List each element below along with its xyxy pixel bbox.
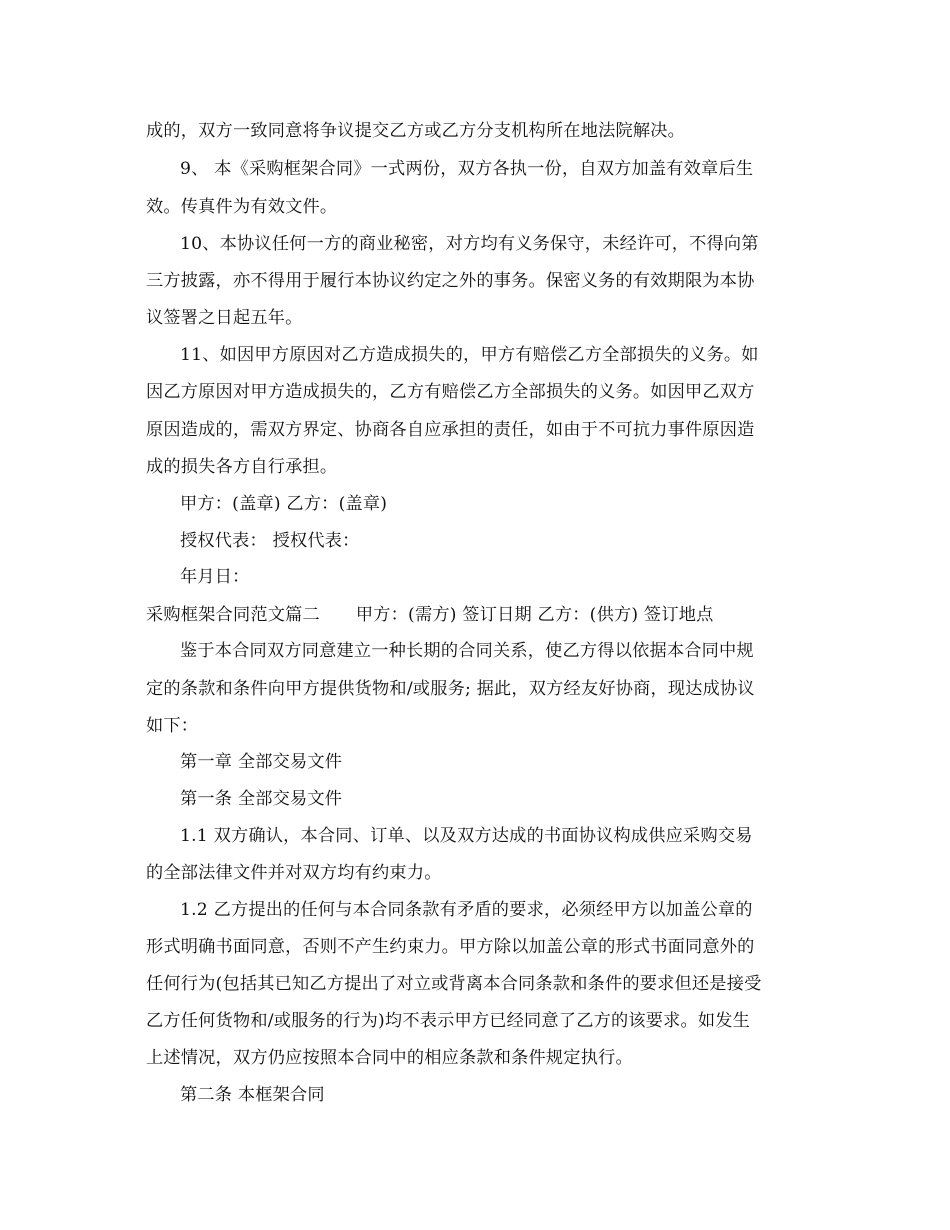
clause-10-line: 10、本协议任何一方的商业秘密，对方均有义务保守，未经许可，不得向第 <box>180 234 759 254</box>
clause-10-line: 三方披露，亦不得用于履行本协议约定之外的事务。保密义务的有效期限为本协 <box>146 271 755 291</box>
preamble-line: 鉴于本合同双方同意建立一种长期的合同关系，使乙方得以依据本合同中规 <box>180 641 754 661</box>
signature-date: 年月日： <box>180 567 250 587</box>
clause-11-line: 成的损失各方自行承担。 <box>146 457 338 477</box>
clause-11-line: 原因造成的，需双方界定、协商各自应承担的责任，如由于不可抗力事件原因造 <box>146 420 755 440</box>
clause-10-line: 议签署之日起五年。 <box>146 308 303 328</box>
clause-1-2-line: 上述情况，双方仍应按照本合同中的相应条款和条件规定执行。 <box>146 1048 633 1068</box>
section-two-parties: 甲方：(需方) 签订日期 乙方：(供方) 签订地点 <box>355 605 714 625</box>
section-two-title: 采购框架合同范文篇二 <box>146 605 320 625</box>
article-2-heading: 第二条 本框架合同 <box>180 1085 325 1105</box>
section-two-header <box>146 603 826 627</box>
chapter-1-heading: 第一章 全部交易文件 <box>180 752 343 772</box>
clause-1-1-line: 的全部法律文件并对双方均有约束力。 <box>146 863 442 883</box>
preamble-line: 定的条款和条件向甲方提供货物和/或服务; 据此，双方经友好协商，现达成协议 <box>146 679 755 699</box>
clause-1-2-line: 任何行为(包括其已知乙方提出了对立或背离本合同条款和条件的要求但还是接受 <box>146 974 762 994</box>
clause-9-line: 效。传真件为有效文件。 <box>146 197 338 217</box>
preamble-line: 如下： <box>146 716 199 736</box>
signature-seals: 甲方：(盖章) 乙方：(盖章) <box>180 494 388 514</box>
clause-1-2-line: 1.2 乙方提出的任何与本合同条款有矛盾的要求，必须经甲方以加盖公章的 <box>180 900 753 920</box>
signature-representatives: 授权代表： 授权代表： <box>180 531 360 551</box>
clause-11-line: 11、如因甲方原因对乙方造成损失的，甲方有赔偿乙方全部损失的义务。如 <box>180 345 759 365</box>
article-1-heading: 第一条 全部交易文件 <box>180 789 343 809</box>
clause-11-line: 因乙方原因对甲方造成损失的，乙方有赔偿乙方全部损失的义务。如因甲乙双方 <box>146 382 755 402</box>
clause-1-2-line: 形式明确书面同意，否则不产生约束力。甲方除以加盖公章的形式书面同意外的 <box>146 937 755 957</box>
clause-9-line: 9、 本《采购框架合同》一式两份，双方各执一份，自双方加盖有效章后生 <box>180 159 754 179</box>
clause-1-2-line: 乙方任何货物和/或服务的行为)均不表示甲方已经同意了乙方的该要求。如发生 <box>146 1011 751 1031</box>
clause-1-1-line: 1.1 双方确认，本合同、订单、以及双方达成的书面协议构成供应采购交易 <box>180 826 753 846</box>
clause-8-tail: 成的，双方一致同意将争议提交乙方或乙方分支机构所在地法院解决。 <box>146 121 686 141</box>
